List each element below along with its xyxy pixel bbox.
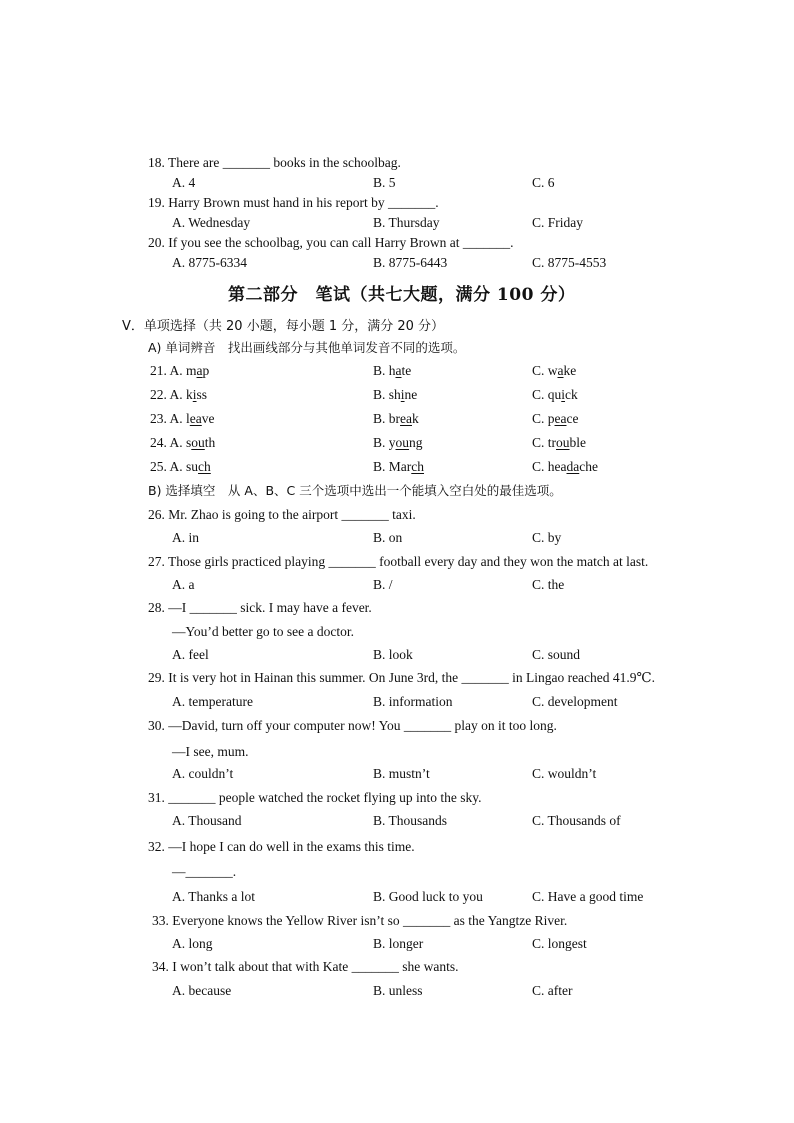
option-b[interactable]: [373, 459, 424, 475]
question-27: [148, 554, 648, 570]
question-number: 31.: [148, 790, 165, 805]
option-a[interactable]: A. Thanks a lot: [172, 889, 255, 904]
question-21-a[interactable]: [150, 363, 209, 379]
option-letter: B.: [373, 363, 389, 378]
option-b[interactable]: [373, 387, 417, 403]
word-part: tr: [547, 435, 557, 450]
word-part: p: [547, 411, 555, 426]
question-19: [148, 195, 439, 211]
option-a[interactable]: A. Thousand: [172, 813, 242, 828]
question-29: [148, 670, 655, 686]
option-c[interactable]: C. Thousands of: [532, 813, 621, 828]
question-stem: I won’t talk about that with Kate _______ she wants.: [172, 959, 459, 974]
option-c[interactable]: C. longest: [532, 936, 587, 951]
option-letter: A.: [169, 363, 187, 378]
question-25-a[interactable]: [150, 459, 211, 475]
question-30: [148, 718, 557, 734]
underlined-part: ou: [556, 435, 570, 450]
question-33: [152, 913, 567, 929]
question-number: 30.: [148, 718, 165, 733]
option-b[interactable]: B. Thousands: [373, 813, 448, 828]
question-number: 27.: [148, 554, 165, 569]
question-number: 34.: [152, 959, 169, 974]
word-part: l: [186, 411, 190, 426]
word-part: ve: [201, 411, 215, 426]
option-letter: A.: [169, 435, 187, 450]
option-b[interactable]: [373, 363, 411, 379]
word-part: ble: [569, 435, 587, 450]
option-letter: A.: [169, 411, 187, 426]
question-number: 29.: [148, 670, 165, 685]
option-letter: C.: [532, 387, 548, 402]
option-a[interactable]: A. feel: [172, 647, 209, 662]
option-b[interactable]: B. unless: [373, 983, 423, 998]
option-letter: B.: [373, 387, 389, 402]
question-24-a[interactable]: [150, 435, 215, 451]
option-c[interactable]: C. Have a good time: [532, 889, 644, 904]
word-part: ck: [565, 387, 578, 402]
option-letter: B.: [373, 435, 389, 450]
option-b[interactable]: B. Good luck to you: [373, 889, 483, 904]
underlined-part: da: [566, 459, 580, 474]
subsection-b-heading: B) 选择填空 从 A、B、C 三个选项中选出一个能填入空白处的最佳选项。: [148, 483, 562, 498]
question-number: 19.: [148, 195, 165, 210]
option-c[interactable]: [532, 435, 586, 451]
question-stem: —I hope I can do well in the exams this time.: [168, 839, 415, 854]
option-a[interactable]: A. 8775-6334: [172, 255, 247, 270]
option-letter: C.: [532, 411, 548, 426]
option-letter: C.: [532, 435, 548, 450]
word-part: s: [186, 435, 192, 450]
question-stem: If you see the schoolbag, you can call Harry Brown at _______.: [168, 235, 514, 250]
question-number: 24.: [150, 435, 167, 450]
question-stem: _______ people watched the rocket flying up into the sky.: [168, 790, 482, 805]
word-part: y: [388, 435, 396, 450]
option-c[interactable]: C. development: [532, 694, 618, 709]
question-number: 20.: [148, 235, 165, 250]
option-c[interactable]: [532, 459, 598, 475]
question-34: [152, 959, 458, 975]
word-part: sh: [388, 387, 401, 402]
question-number: 22.: [150, 387, 167, 402]
option-letter: C.: [532, 363, 548, 378]
option-c[interactable]: C. after: [532, 983, 573, 998]
option-b[interactable]: B. 5: [373, 175, 396, 190]
question-number: 18.: [148, 155, 165, 170]
word-part: ce: [566, 411, 579, 426]
option-letter: B.: [373, 411, 389, 426]
question-stem: —David, turn off your computer now! You _______ play on it too long.: [168, 718, 557, 733]
option-a[interactable]: A. long: [172, 936, 213, 951]
word-part: ss: [196, 387, 208, 402]
question-22-a[interactable]: [150, 387, 207, 403]
question-31: [148, 790, 482, 806]
option-c[interactable]: [532, 411, 578, 427]
option-a[interactable]: A. because: [172, 983, 232, 998]
section-v-heading: V．单项选择（共 20 小题，每小题 1 分，满分 20 分）: [122, 319, 445, 334]
word-part: ke: [563, 363, 577, 378]
option-letter: A.: [169, 387, 187, 402]
underlined-part: ch: [411, 459, 425, 474]
question-stem: Those girls practiced playing _______ football every day and they won the match at last.: [168, 554, 649, 569]
question-stem: Harry Brown must hand in his report by _______.: [168, 195, 439, 210]
option-c[interactable]: C. by: [532, 530, 562, 545]
question-number: 23.: [150, 411, 167, 426]
underlined-part: ou: [395, 435, 410, 450]
word-part: qu: [547, 387, 562, 402]
option-b[interactable]: B. on: [373, 530, 403, 545]
question-32: [148, 839, 415, 855]
question-stem: It is very hot in Hainan this summer. On June 3rd, the _______ in Lingao reached 41.9℃.: [168, 670, 656, 685]
subsection-a-heading: A) 单词辨音 找出画线部分与其他单词发音不同的选项。: [148, 340, 466, 355]
word-part: su: [186, 459, 199, 474]
underlined-part: i: [192, 387, 197, 402]
word-part: m: [186, 363, 197, 378]
question-number: 32.: [148, 839, 165, 854]
option-b[interactable]: B. mustn’t: [373, 766, 430, 781]
option-a[interactable]: A. 4: [172, 175, 196, 190]
option-b[interactable]: [373, 435, 423, 451]
question-28: [148, 600, 372, 616]
question-18: [148, 155, 401, 171]
word-part: br: [388, 411, 401, 426]
word-part: k: [412, 411, 419, 426]
word-part: che: [579, 459, 598, 474]
option-a[interactable]: A. temperature: [172, 694, 253, 709]
option-b[interactable]: B. Thursday: [373, 215, 440, 230]
option-a[interactable]: A. couldn’t: [172, 766, 234, 781]
question-stem: —I _______ sick. I may have a fever.: [168, 600, 372, 615]
question-23-a[interactable]: [150, 411, 215, 427]
option-c[interactable]: C. 8775-4553: [532, 255, 607, 270]
word-part: th: [204, 435, 216, 450]
option-letter: A.: [169, 459, 187, 474]
question-number: 26.: [148, 507, 165, 522]
option-b[interactable]: B. /: [373, 577, 393, 592]
question-stem-reply: —_______.: [172, 864, 237, 879]
option-c[interactable]: [532, 387, 578, 403]
question-number: 33.: [152, 913, 169, 928]
underlined-part: ea: [400, 411, 412, 426]
option-b[interactable]: B. 8775-6443: [373, 255, 448, 270]
option-a[interactable]: A. Wednesday: [172, 215, 251, 230]
option-b[interactable]: B. look: [373, 647, 413, 662]
word-part: hea: [547, 459, 567, 474]
option-b[interactable]: B. information: [373, 694, 453, 709]
question-number: 21.: [150, 363, 167, 378]
option-letter: B.: [373, 459, 389, 474]
option-c[interactable]: C. Friday: [532, 215, 584, 230]
underlined-part: i: [561, 387, 566, 402]
word-part: h: [388, 363, 396, 378]
word-part: Mar: [388, 459, 412, 474]
underlined-part: a: [395, 363, 402, 378]
underlined-part: ou: [191, 435, 205, 450]
underlined-part: ea: [189, 411, 202, 426]
question-stem: There are _______ books in the schoolbag.: [168, 155, 401, 170]
option-b[interactable]: B. longer: [373, 936, 424, 951]
underlined-part: a: [196, 363, 203, 378]
part-two-heading: 第二部分 笔试（共七大题，满分 100 分）: [228, 285, 576, 305]
option-letter: C.: [532, 459, 548, 474]
option-c[interactable]: C. sound: [532, 647, 581, 662]
word-part: ne: [404, 387, 418, 402]
option-c[interactable]: [532, 363, 576, 379]
question-stem-reply: —I see, mum.: [172, 744, 249, 759]
option-b[interactable]: [373, 411, 419, 427]
underlined-part: ch: [198, 459, 211, 474]
word-part: k: [186, 387, 193, 402]
underlined-part: ea: [554, 411, 567, 426]
word-part: w: [547, 363, 558, 378]
option-a[interactable]: A. in: [172, 530, 199, 545]
underlined-part: i: [400, 387, 405, 402]
question-stem: Mr. Zhao is going to the airport _______ taxi.: [168, 507, 416, 522]
option-a[interactable]: A. a: [172, 577, 195, 592]
option-c[interactable]: C. the: [532, 577, 565, 592]
option-c[interactable]: C. wouldn’t: [532, 766, 597, 781]
option-c[interactable]: C. 6: [532, 175, 555, 190]
word-part: ng: [409, 435, 423, 450]
word-part: p: [202, 363, 210, 378]
underlined-part: a: [557, 363, 564, 378]
question-number: 25.: [150, 459, 167, 474]
question-stem-reply: —You’d better go to see a doctor.: [172, 624, 354, 639]
question-stem: Everyone knows the Yellow River isn’t so _______ as the Yangtze River.: [172, 913, 568, 928]
question-number: 28.: [148, 600, 165, 615]
word-part: te: [401, 363, 412, 378]
question-20: [148, 235, 514, 251]
question-26: [148, 507, 416, 523]
